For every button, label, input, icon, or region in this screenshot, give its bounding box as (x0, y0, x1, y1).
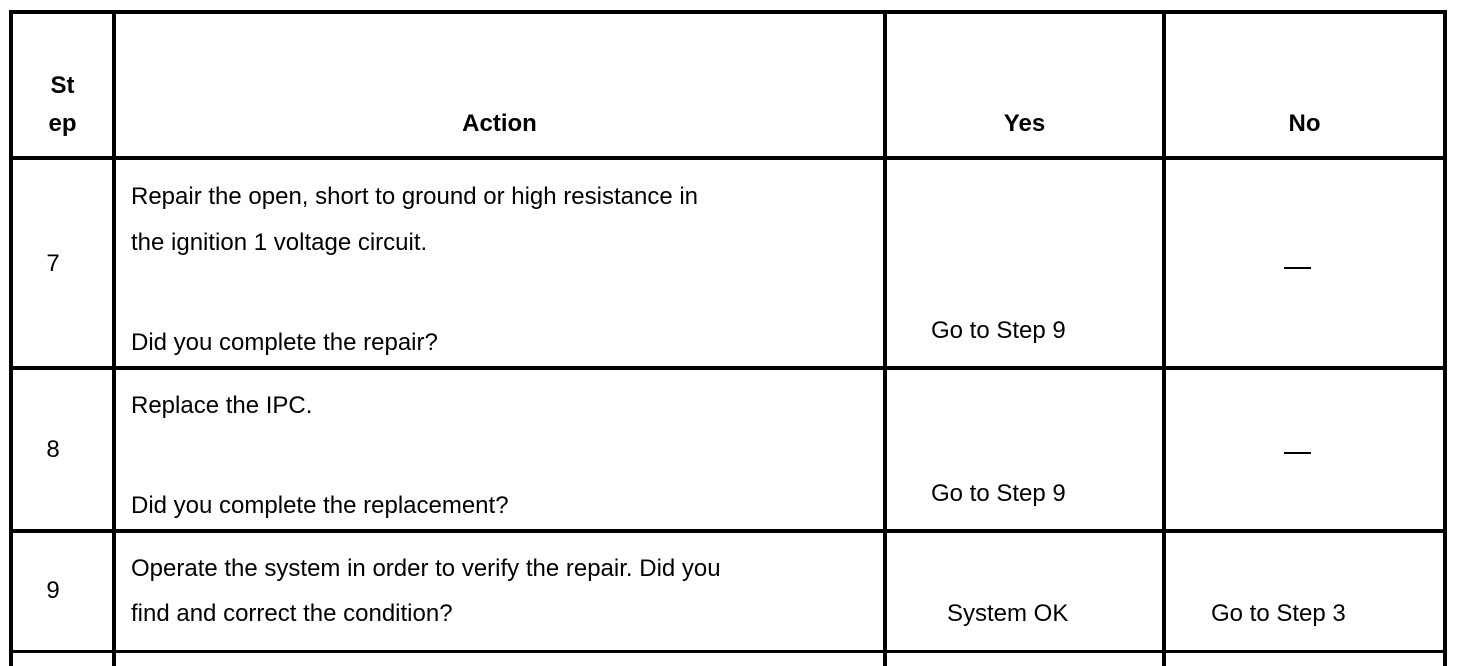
row-divider (10, 366, 1447, 370)
row-step-number: 8 (46, 436, 60, 463)
row-action-text: Repair the open, short to ground or high resistance in (131, 183, 699, 210)
row-question: Did you complete the repair? (131, 329, 438, 356)
header-divider (10, 156, 1447, 160)
header-step (13, 72, 112, 138)
header-action: Action (462, 110, 537, 137)
row-step-number: 7 (46, 250, 60, 277)
header-step-line2: ep (48, 110, 77, 137)
row-no-dash (1284, 452, 1311, 454)
table-border-right (1443, 10, 1447, 666)
row-action-text: find and correct the condition? (131, 600, 453, 627)
header-yes: Yes (1003, 110, 1046, 137)
table-border-bottom (10, 650, 1447, 653)
header-step-line1: St (50, 72, 75, 99)
row-yes-result: System OK (947, 600, 1069, 627)
row-action-text: the ignition 1 voltage circuit. (131, 229, 428, 256)
row-action-text: Replace the IPC. (131, 392, 313, 419)
header-no: No (1288, 110, 1321, 137)
row-yes-result: Go to Step 9 (931, 317, 1066, 344)
row-yes-result: Go to Step 9 (931, 480, 1066, 507)
column-divider (1162, 10, 1166, 666)
row-no-dash (1284, 267, 1311, 269)
row-question: Did you complete the replacement? (131, 492, 509, 519)
row-divider (10, 529, 1447, 533)
row-action-text: Operate the system in order to verify the repair. Did you (131, 555, 721, 582)
table-border-top (10, 10, 1447, 14)
column-divider (112, 10, 116, 666)
row-no-result: Go to Step 3 (1211, 600, 1346, 627)
column-divider (883, 10, 887, 666)
row-step-number: 9 (46, 577, 60, 604)
